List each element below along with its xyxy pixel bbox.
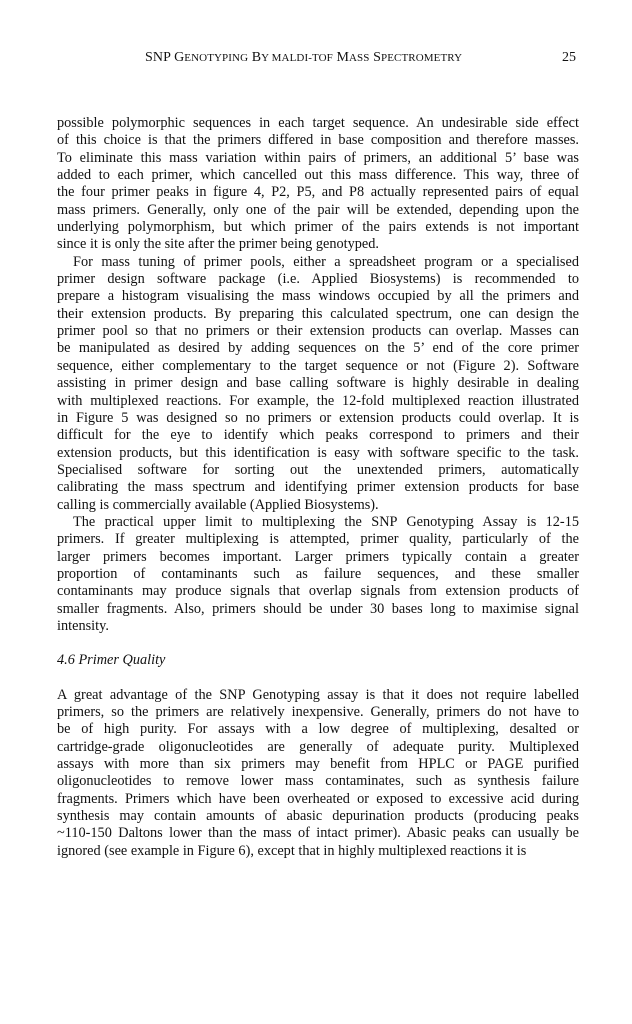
text-line: difficult for the eye to identify which peaks correspond to primers and their (57, 427, 579, 444)
text-line: intensity. (57, 617, 109, 634)
title-part: Y MALDI-TOF (261, 52, 333, 64)
text-line: oligonucleotides to remove lower mass contaminates, such as synthesis failure (57, 773, 579, 790)
text-line: sequence, either complementary to the target sequence or not (Figure 2). Software (57, 357, 579, 374)
text-line: underlying polymorphism, but which primer of the pairs extends is not important (57, 219, 579, 236)
text-line: To eliminate this mass variation within pairs of primers, an additional 5’ base was (57, 149, 579, 166)
text-line: assays with more than six primers may benefit from HPLC or PAGE purified (57, 756, 579, 773)
text-line: cartridge-grade oligonucleotides are generally of adequate purity. Multiplexed (57, 738, 579, 755)
text-line: added to each primer, which cancelled out this mass difference. This way, three of (57, 167, 579, 184)
text-line: since it is only the site after the primer being genotyped. (57, 236, 379, 253)
text-line: primer pool so that no primers or their extension products can overlap. Masses can (57, 323, 579, 340)
text-line: assisting in primer design and base calling software is highly desirable in dealing (57, 375, 579, 392)
spacer (57, 635, 579, 652)
text-line: A great advantage of the SNP Genotyping assay is that it does not require labelled (57, 686, 579, 703)
text-line: be manipulated as desired by adding sequences on the 5’ end of the core primer (57, 340, 579, 357)
text-line: of this choice is that the primers differed in base composition and therefore masses. (57, 132, 579, 149)
text-line: possible polymorphic sequences in each target sequence. An undesirable side effect (57, 115, 579, 131)
text-line: smaller fragments. Also, primers should be under 30 bases long to maximise signal (57, 600, 579, 617)
text-line: extension products, but this identification is easy with software specific to the task. (57, 444, 579, 461)
text-line: be of high purity. For assays with a low degree of multiplexing, desalted or (57, 721, 579, 738)
paragraph (57, 514, 579, 635)
text-line: prepare a histogram visualising the mass windows occupied by all the primers and (57, 288, 579, 305)
title-part: S (369, 50, 381, 65)
text-line: For mass tuning of primer pools, either a spreadsheet program or a specialised (73, 253, 579, 270)
text-line: the four primer peaks in figure 4, P2, P5, and P8 actually represented pairs of equal (57, 184, 579, 201)
paragraphs (57, 115, 579, 635)
title-part: SNP G (145, 50, 185, 65)
text-line: calling is commercially available (Applied Biosystems). (57, 496, 379, 513)
text-line: ignored (see example in Figure 6), except that in highly multiplexed reactions it is (57, 842, 527, 859)
text-line: primers, so the primers are relatively inexpensive. Generally, primers do not have to (57, 704, 579, 720)
running-header (0, 50, 632, 70)
text-line: primer design software package (i.e. Applied Biosystems) is recommended to (57, 271, 579, 288)
paragraph (57, 115, 579, 254)
text-line: ~110-150 Daltons lower than the mass of intact primer). Abasic peaks can usually be (57, 825, 579, 842)
title-part: M (332, 50, 350, 65)
text-line: proportion of contaminants such as failure sequences, and these smaller (57, 565, 579, 582)
text-line: in Figure 5 was designed so no primers or extension products could overlap. It is (57, 409, 579, 426)
text-line: their extension products. By preparing this calculated spectrum, one can design the (57, 305, 579, 322)
text-line: fragments. Primers which have been overheated or exposed to excessive acid during (57, 790, 579, 807)
text-line: calibrating the mass spectrum and identifying primer extension products for base (57, 479, 579, 496)
text-line: with multiplexed reactions. For example, the 12-fold multiplexed reaction illustrated (57, 392, 579, 409)
title-part: PECTROMETRY (381, 52, 463, 64)
text-line: The practical upper limit to multiplexing the SNP Genotyping Assay is 12-15 (73, 513, 579, 530)
spacer (57, 670, 579, 687)
section-heading: 4.6 Primer Quality (57, 652, 166, 669)
paragraph (57, 254, 579, 514)
text-line: larger primers becomes important. Larger primers typically contain a greater (57, 548, 579, 565)
text-line: mass primers. Generally, only one of the pair will be extended, depending upon the (57, 201, 579, 218)
running-title (145, 50, 462, 66)
title-part: ASS (349, 52, 370, 64)
page-number: 25 (562, 50, 576, 65)
title-part: B (248, 50, 262, 65)
text-line: primers. If greater multiplexing is attempted, primer quality, particularly of the (57, 531, 579, 548)
text-line: contaminants may produce signals that overlap signals from extension products of (57, 583, 579, 600)
title-part: ENOTYPING (184, 52, 249, 64)
section-paragraph (57, 687, 579, 860)
page-body (57, 115, 579, 860)
text-line: synthesis may contain amounts of abasic depurination products (producing peaks (57, 808, 579, 825)
text-line: Specialised software for sorting out the unextended primers, automatically (57, 461, 579, 478)
